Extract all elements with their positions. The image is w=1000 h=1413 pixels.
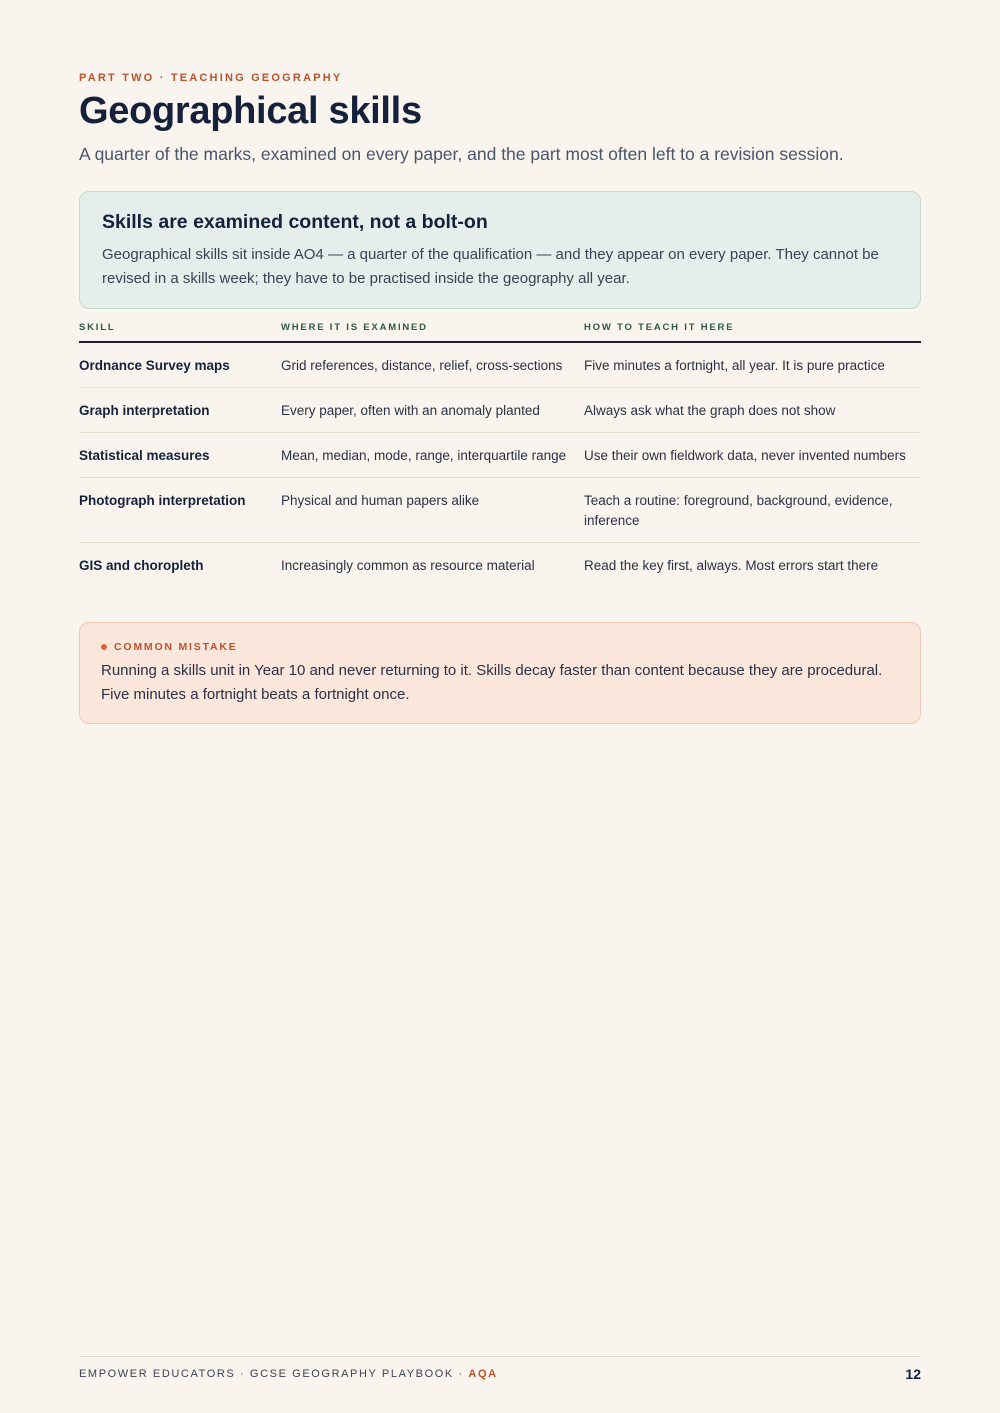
page-number: 12 — [905, 1366, 921, 1382]
footer-board: AQA — [468, 1368, 498, 1380]
teach-cell: Use their own fieldwork data, never invented numbers — [584, 433, 921, 478]
callout-title: Skills are examined content, not a bolt-on — [102, 211, 488, 233]
skills-table — [79, 322, 921, 587]
table-header-row — [79, 322, 921, 342]
mistake-label-text: COMMON MISTAKE — [114, 641, 238, 653]
examined-cell: Grid references, distance, relief, cross-sections — [281, 342, 584, 388]
mistake-body: Running a skills unit in Year 10 and never returning to it. Skills decay faster than content because they are procedural. Five minutes a fortnight beats a fortnight once. — [101, 662, 883, 703]
mistake-label — [101, 641, 899, 653]
examined-cell: Mean, median, mode, range, interquartile range — [281, 433, 584, 478]
examined-cell: Every paper, often with an anomaly planted — [281, 388, 584, 433]
common-mistake-callout — [79, 622, 921, 724]
page-title: Geographical skills — [79, 90, 422, 132]
section-eyebrow: PART TWO · TEACHING GEOGRAPHY — [79, 72, 343, 84]
bullet-dot-icon — [101, 644, 107, 650]
table-row — [79, 433, 921, 478]
footer-publication: EMPOWER EDUCATORS · GCSE GEOGRAPHY PLAYBOOK · — [79, 1368, 469, 1380]
page-footer — [79, 1366, 921, 1382]
teach-cell: Read the key first, always. Most errors start there — [584, 558, 879, 573]
skill-cell: Photograph interpretation — [79, 478, 281, 543]
teach-cell: Five minutes a fortnight, all year. It is pure practice — [584, 342, 921, 388]
skill-cell: Statistical measures — [79, 433, 281, 478]
column-header-how-to-teach: HOW TO TEACH IT HERE — [584, 322, 921, 342]
table-row — [79, 342, 921, 388]
footer-divider — [79, 1356, 921, 1357]
skill-cell: Graph interpretation — [79, 388, 281, 433]
teach-cell: Teach a routine: foreground, background, evidence, inference — [584, 478, 921, 543]
column-header-where-examined: WHERE IT IS EXAMINED — [281, 322, 584, 342]
table-row — [79, 478, 921, 543]
page-subtitle: A quarter of the marks, examined on every paper, and the part most often left to a revision session. — [79, 144, 844, 164]
footer-text — [79, 1368, 498, 1380]
teach-cell: Always ask what the graph does not show — [584, 388, 921, 433]
page — [79, 0, 921, 1413]
callout-body: Geographical skills sit inside AO4 — a quarter of the qualification — and they appear on every paper. They cannot be revised in a skills week; they have to be practised inside the geography all year. — [102, 246, 879, 287]
examined-cell: Increasingly common as resource material — [281, 558, 535, 573]
skill-cell: GIS and choropleth — [79, 558, 204, 573]
column-header-skill: SKILL — [79, 322, 281, 342]
skill-cell: Ordnance Survey maps — [79, 342, 281, 388]
examined-cell: Physical and human papers alike — [281, 478, 584, 543]
key-point-callout — [79, 191, 921, 309]
table-row — [79, 388, 921, 433]
table-row — [79, 543, 921, 588]
